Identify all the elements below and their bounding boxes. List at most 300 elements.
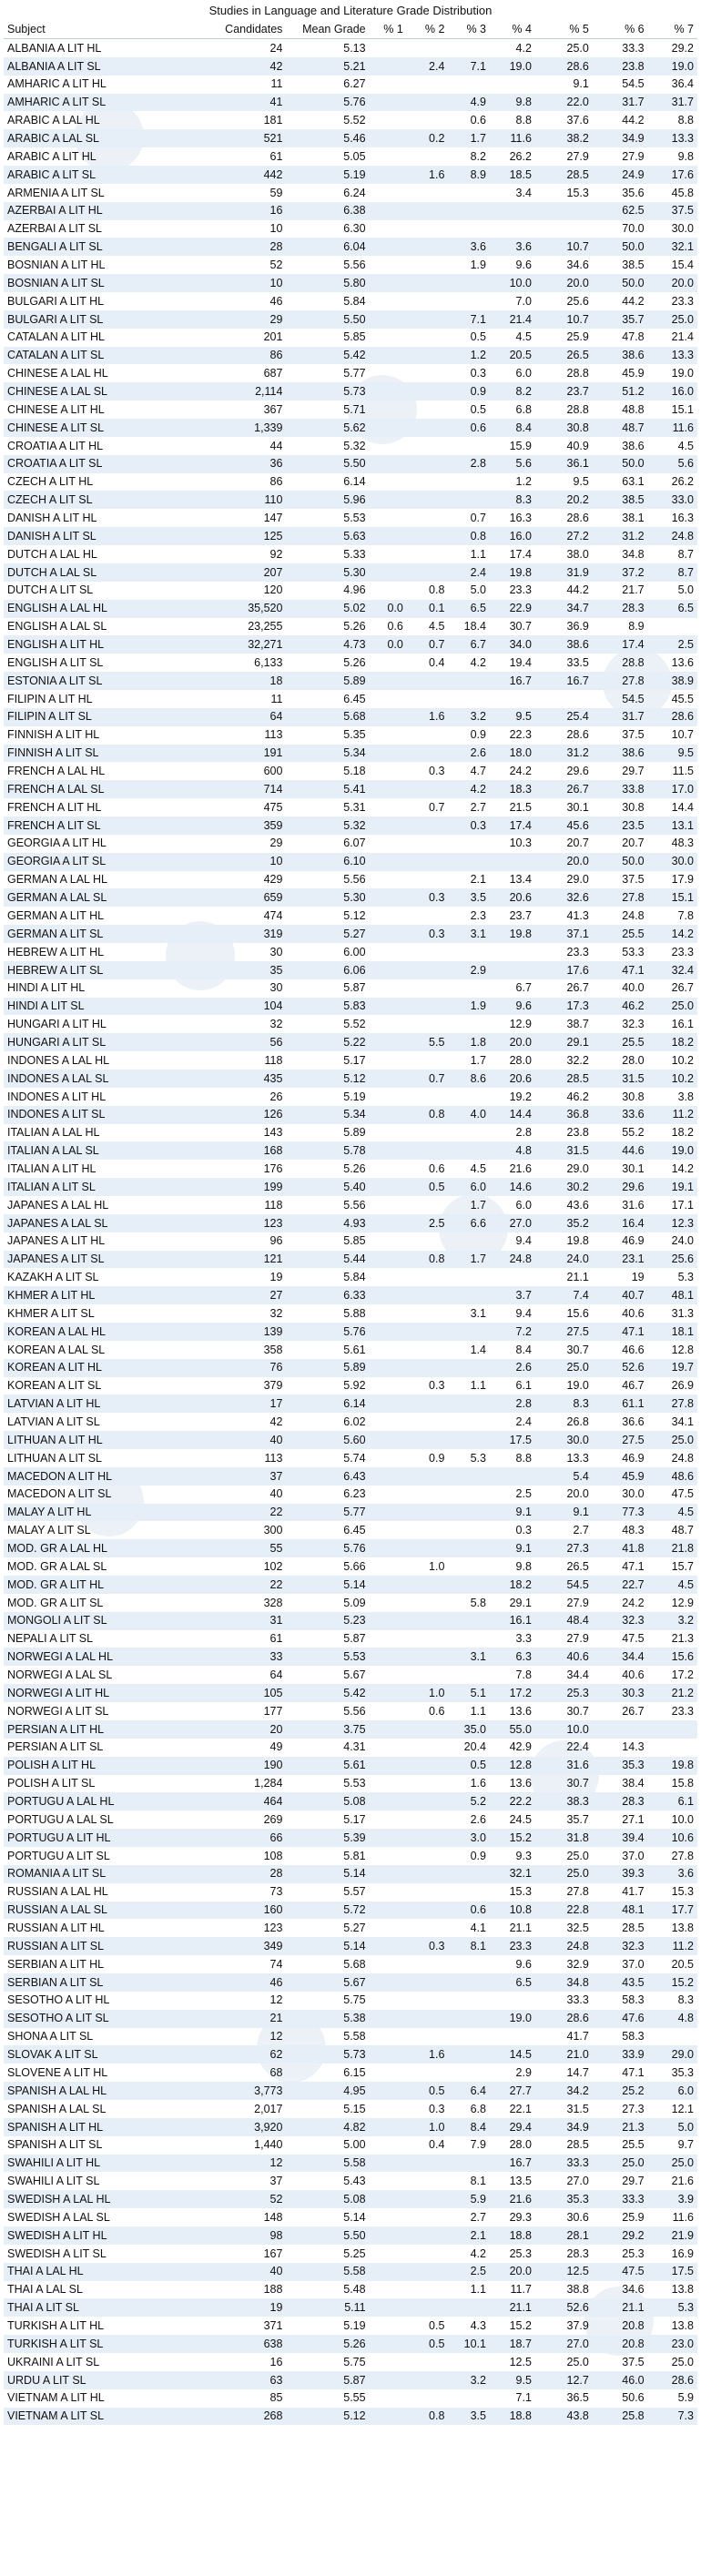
- table-row: [4, 618, 697, 636]
- percent-cell: 22.3: [509, 728, 532, 742]
- mean-grade-cell: 5.26: [343, 620, 366, 634]
- subject-cell: INDONES A LAL SL: [4, 1070, 211, 1088]
- percent-cell: 16.0: [648, 382, 697, 401]
- percent-cell: 15.1: [671, 402, 694, 416]
- table-row: [4, 57, 697, 76]
- percent-cell: [370, 1792, 407, 1810]
- percent-cell: 4.5: [648, 1576, 697, 1594]
- table-row: [4, 635, 697, 654]
- percent-cell: [370, 2408, 407, 2426]
- percent-cell: [448, 202, 490, 220]
- table-row: [4, 39, 697, 57]
- candidates-cell: 714: [211, 780, 286, 798]
- percent-cell: 33.3: [622, 41, 645, 55]
- percent-cell: 28.6: [648, 2371, 697, 2389]
- subject-cell: THAI A LAL SL: [7, 2283, 83, 2297]
- percent-cell: 54.5: [622, 692, 645, 705]
- percent-cell: 31.2: [593, 527, 648, 545]
- percent-cell: [370, 1919, 407, 1937]
- percent-cell: 54.5: [622, 77, 645, 91]
- percent-cell: 25.3: [622, 2246, 645, 2260]
- percent-cell: 23.3: [671, 294, 694, 308]
- percent-cell: 0.5: [470, 330, 486, 344]
- percent-cell: 37.6: [566, 114, 589, 127]
- subject-cell: ALBANIA A LIT HL: [7, 41, 102, 55]
- percent-cell: 28.6: [535, 2010, 593, 2028]
- percent-cell: [370, 39, 407, 57]
- percent-cell: 4.5: [429, 620, 445, 634]
- percent-cell: 26.7: [671, 981, 694, 995]
- candidates-cell: 74: [269, 1957, 283, 1971]
- percent-cell: [370, 220, 407, 238]
- percent-cell: [448, 2028, 490, 2046]
- percent-cell: 0.6: [448, 419, 490, 437]
- table-row: [4, 509, 697, 527]
- percent-cell: 3.8: [677, 1090, 694, 1103]
- percent-cell: 20.6: [490, 1070, 535, 1088]
- table-row: [4, 1594, 697, 1612]
- table-row: [4, 1088, 697, 1106]
- mean-grade-cell: 5.74: [343, 1451, 366, 1465]
- subject-cell: LITHUAN A LIT HL: [4, 1431, 211, 1449]
- table-row: [4, 888, 697, 907]
- percent-cell: 30.2: [535, 1178, 593, 1196]
- percent-cell: [448, 1323, 490, 1341]
- percent-cell: 9.7: [677, 2138, 694, 2152]
- percent-cell: [448, 1539, 490, 1557]
- mean-grade-cell: 6.15: [343, 2065, 366, 2079]
- candidates-cell: 33: [211, 1648, 286, 1666]
- subject-cell: SPANISH A LAL HL: [4, 2082, 211, 2100]
- percent-cell: [407, 1883, 449, 1902]
- percent-cell: 47.6: [593, 2010, 648, 2028]
- percent-cell: 1.6: [407, 708, 449, 726]
- percent-cell: 53.3: [622, 945, 645, 958]
- percent-cell: [448, 2353, 490, 2371]
- candidates-cell: 98: [211, 2226, 286, 2245]
- mean-grade-cell: 5.53: [343, 512, 366, 525]
- subject-cell: PORTUGU A LIT SL: [7, 1849, 110, 1862]
- percent-cell: 3.1: [448, 925, 490, 943]
- mean-grade-cell: 5.58: [286, 2155, 369, 2173]
- percent-cell: 0.2: [407, 129, 449, 147]
- subject-cell: DANISH A LIT HL: [7, 512, 97, 525]
- percent-cell: 32.5: [566, 1922, 589, 1935]
- percent-cell: 27.8: [566, 1885, 589, 1899]
- percent-cell: [448, 979, 490, 998]
- mean-grade-cell: 5.73: [286, 2045, 369, 2064]
- percent-cell: 6.1: [648, 1792, 697, 1810]
- percent-cell: 4.5: [470, 1161, 486, 1175]
- subject-cell: HEBREW A LIT HL: [7, 945, 105, 958]
- percent-cell: 17.5: [490, 1431, 535, 1449]
- candidates-cell: 49: [269, 1740, 283, 1754]
- percent-cell: 0.9: [448, 382, 490, 401]
- mean-grade-cell: 5.26: [286, 2335, 369, 2353]
- subject-cell: SPANISH A LAL SL: [7, 2102, 107, 2115]
- percent-cell: 24.8: [671, 1451, 694, 1465]
- percent-cell: 18.7: [490, 2335, 535, 2353]
- percent-cell: [370, 57, 407, 76]
- candidates-cell: 464: [211, 1792, 286, 1810]
- percent-cell: [407, 979, 449, 998]
- candidates-cell: 22: [211, 1504, 286, 1522]
- percent-cell: 9.5: [573, 475, 589, 489]
- candidates-cell: 68: [269, 2065, 283, 2079]
- mean-grade-cell: 5.76: [286, 1323, 369, 1341]
- subject-cell: SWEDISH A LIT SL: [7, 2246, 107, 2260]
- candidates-cell: 300: [263, 1524, 283, 1537]
- percent-cell: 48.8: [622, 402, 645, 416]
- percent-cell: 38.2: [535, 129, 593, 147]
- percent-cell: 16.7: [535, 672, 593, 690]
- percent-cell: 3.6: [490, 238, 535, 256]
- table-row: [4, 1684, 697, 1702]
- subject-cell: BENGALI A LIT SL: [4, 238, 211, 256]
- subject-cell: HEBREW A LIT SL: [4, 961, 211, 979]
- percent-cell: 3.1: [448, 1648, 490, 1666]
- percent-cell: 0.3: [515, 1524, 532, 1537]
- percent-cell: 10.7: [535, 238, 593, 256]
- percent-cell: [370, 1775, 407, 1793]
- percent-cell: 29.0: [648, 2045, 697, 2064]
- mean-grade-cell: 6.06: [286, 961, 369, 979]
- percent-cell: 7.1: [448, 310, 490, 329]
- percent-cell: 32.1: [648, 238, 697, 256]
- percent-cell: 29.3: [509, 2210, 532, 2224]
- table-row: [4, 256, 697, 274]
- percent-cell: 6.8: [515, 402, 532, 416]
- percent-cell: 6.0: [448, 1178, 490, 1196]
- mean-grade-cell: 5.05: [343, 149, 366, 163]
- percent-cell: [448, 2298, 490, 2317]
- table-row: [4, 2335, 697, 2353]
- percent-cell: 33.9: [593, 2045, 648, 2064]
- percent-cell: 9.6: [515, 1957, 532, 1971]
- percent-cell: [407, 2371, 449, 2389]
- percent-cell: 8.2: [470, 149, 486, 163]
- mean-grade-cell: 5.56: [343, 1198, 366, 1212]
- percent-cell: [370, 2028, 407, 2046]
- percent-cell: 52.6: [593, 1359, 648, 1377]
- percent-cell: 37.5: [622, 728, 645, 742]
- subject-cell: CHINESE A LIT HL: [7, 402, 105, 416]
- percent-cell: [370, 473, 407, 492]
- percent-cell: 16.3: [509, 512, 532, 525]
- percent-cell: 3.1: [470, 1306, 486, 1320]
- percent-cell: 24.2: [509, 765, 532, 778]
- percent-cell: 2.7: [470, 800, 486, 814]
- percent-cell: 1.0: [407, 2118, 449, 2136]
- table-row: [4, 998, 697, 1016]
- percent-cell: [407, 527, 449, 545]
- percent-cell: 31.9: [535, 563, 593, 582]
- percent-cell: 8.6: [448, 1070, 490, 1088]
- percent-cell: 9.8: [677, 149, 694, 163]
- candidates-cell: 21: [211, 2010, 286, 2028]
- percent-cell: 46.6: [622, 1343, 645, 1356]
- percent-cell: [370, 166, 407, 184]
- candidates-cell: 46: [269, 294, 283, 308]
- percent-cell: 38.3: [535, 1792, 593, 1810]
- percent-cell: 0.6: [470, 114, 486, 127]
- table-row: [4, 2353, 697, 2371]
- subject-cell: ROMANIA A LIT SL: [4, 1865, 211, 1883]
- subject-cell: AZERBAI A LIT SL: [7, 222, 102, 236]
- percent-cell: [407, 907, 449, 925]
- percent-cell: 35.7: [593, 310, 648, 329]
- percent-cell: [370, 2118, 407, 2136]
- table-row: [4, 2371, 697, 2389]
- percent-cell: 4.8: [490, 1141, 535, 1160]
- subject-cell: GEORGIA A LIT HL: [7, 837, 107, 850]
- subject-cell: SWAHILI A LIT HL: [4, 2155, 211, 2173]
- percent-cell: 4.2: [470, 2246, 486, 2260]
- percent-cell: [448, 437, 490, 455]
- subject-cell: ARABIC A LIT SL: [4, 166, 211, 184]
- percent-cell: 37.5: [648, 202, 697, 220]
- percent-cell: 21.6: [509, 1161, 532, 1175]
- mean-grade-cell: 5.34: [286, 1106, 369, 1124]
- candidates-cell: 19: [269, 1271, 283, 1284]
- candidates-cell: 435: [211, 1070, 286, 1088]
- percent-cell: 3.5: [448, 888, 490, 907]
- percent-cell: [448, 1557, 490, 1576]
- percent-cell: 2.9: [515, 2065, 532, 2079]
- percent-cell: [407, 690, 449, 708]
- percent-cell: [407, 329, 449, 347]
- table-row: [4, 1051, 697, 1070]
- percent-cell: 55.2: [622, 1126, 645, 1140]
- subject-cell: SESOTHO A LIT HL: [7, 1993, 110, 2007]
- percent-cell: 7.3: [648, 2408, 697, 2426]
- candidates-cell: 108: [263, 1849, 283, 1862]
- subject-cell: JAPANES A LAL SL: [4, 1214, 211, 1232]
- candidates-cell: 181: [263, 114, 283, 127]
- candidates-cell: 41: [211, 94, 286, 112]
- percent-cell: 7.8: [515, 1668, 532, 1682]
- table-row: [4, 780, 697, 798]
- percent-cell: [407, 1304, 449, 1323]
- percent-cell: 1.6: [470, 1777, 486, 1790]
- percent-cell: [448, 1992, 490, 2010]
- percent-cell: [407, 401, 449, 419]
- candidates-cell: 118: [264, 1053, 283, 1067]
- percent-cell: 27.3: [622, 2102, 645, 2115]
- percent-cell: 0.5: [407, 2335, 449, 2353]
- percent-cell: 47.5: [671, 1487, 694, 1501]
- candidates-cell: 40: [211, 1431, 286, 1449]
- candidates-cell: 42: [269, 1415, 283, 1428]
- percent-cell: 17.2: [490, 1684, 535, 1702]
- percent-cell: [407, 2226, 449, 2245]
- candidates-cell: 30: [269, 981, 283, 995]
- percent-cell: 25.6: [648, 1251, 697, 1269]
- percent-cell: [407, 2064, 449, 2082]
- percent-cell: 0.3: [429, 2102, 445, 2115]
- percent-cell: 0.6: [387, 620, 403, 634]
- subject-cell: KOREAN A LIT HL: [4, 1359, 211, 1377]
- percent-cell: [648, 618, 697, 636]
- percent-cell: [370, 961, 407, 979]
- percent-cell: 7.4: [535, 1286, 593, 1304]
- percent-cell: [407, 310, 449, 329]
- percent-cell: 5.6: [648, 455, 697, 473]
- table-row: [4, 1720, 697, 1739]
- percent-cell: 38.6: [622, 439, 645, 452]
- candidates-cell: 139: [211, 1323, 286, 1341]
- percent-cell: 23.3: [671, 945, 694, 958]
- grade-distribution-table: [4, 20, 697, 2425]
- subject-cell: CHINESE A LAL SL: [4, 382, 211, 401]
- candidates-cell: 358: [263, 1343, 283, 1356]
- candidates-cell: 96: [269, 1234, 283, 1248]
- percent-cell: [370, 2226, 407, 2245]
- percent-cell: 8.3: [677, 1993, 694, 2007]
- percent-cell: 51.2: [593, 382, 648, 401]
- candidates-cell: 359: [211, 816, 286, 835]
- percent-cell: [448, 1232, 490, 1251]
- percent-cell: [448, 1268, 490, 1286]
- table-row: [4, 1739, 697, 1757]
- percent-cell: 17.5: [648, 2263, 697, 2281]
- table-row: [4, 111, 697, 129]
- percent-cell: 38.5: [593, 491, 648, 509]
- percent-cell: 8.4: [448, 2118, 490, 2136]
- mean-grade-cell: 5.19: [343, 1090, 366, 1103]
- mean-grade-cell: 4.95: [286, 2082, 369, 2100]
- candidates-cell: 18: [211, 672, 286, 690]
- percent-cell: 15.3: [509, 1885, 532, 1899]
- percent-cell: 8.8: [677, 114, 694, 127]
- percent-cell: 23.3: [671, 1704, 694, 1718]
- percent-cell: 33.3: [535, 2155, 593, 2173]
- percent-cell: 27.7: [490, 2082, 535, 2100]
- percent-cell: 38.1: [622, 512, 645, 525]
- percent-cell: [370, 2100, 407, 2118]
- percent-cell: 17.4: [490, 816, 535, 835]
- table-row: [4, 2190, 697, 2208]
- percent-cell: [407, 2208, 449, 2226]
- mean-grade-cell: 5.80: [286, 274, 369, 292]
- percent-cell: 2.1: [470, 873, 486, 887]
- mean-grade-cell: 5.35: [343, 728, 366, 742]
- table-row: [4, 1955, 697, 1973]
- mean-grade-cell: 5.40: [286, 1178, 369, 1196]
- table-row: [4, 419, 697, 437]
- percent-cell: 20.8: [593, 2335, 648, 2353]
- percent-cell: [370, 1521, 407, 1539]
- percent-cell: 0.5: [470, 402, 486, 416]
- percent-cell: 17.1: [671, 1198, 694, 1212]
- mean-grade-cell: 5.87: [286, 2371, 369, 2389]
- percent-cell: 40.6: [622, 1306, 645, 1320]
- percent-cell: [407, 1394, 449, 1413]
- percent-cell: 0.3: [448, 816, 490, 835]
- percent-cell: [407, 1413, 449, 1431]
- percent-cell: 4.5: [648, 1504, 697, 1522]
- percent-cell: [490, 690, 535, 708]
- percent-cell: [407, 1088, 449, 1106]
- percent-cell: 17.6: [648, 166, 697, 184]
- mean-grade-cell: 5.62: [286, 419, 369, 437]
- table-row: [4, 491, 697, 509]
- percent-cell: 15.3: [566, 186, 589, 199]
- percent-cell: 28.5: [622, 1922, 645, 1935]
- mean-grade-cell: 5.52: [343, 1018, 366, 1031]
- subject-cell: THAI A LIT SL: [4, 2298, 211, 2317]
- mean-grade-cell: 6.38: [286, 202, 369, 220]
- percent-cell: [448, 39, 490, 57]
- percent-cell: 0.8: [448, 527, 490, 545]
- percent-cell: 2.4: [515, 1415, 532, 1428]
- percent-cell: [407, 1666, 449, 1684]
- percent-cell: 27.8: [671, 1849, 694, 1862]
- percent-cell: 26.2: [671, 475, 694, 489]
- percent-cell: [370, 111, 407, 129]
- mean-grade-cell: 5.67: [343, 1668, 366, 1682]
- percent-cell: [370, 563, 407, 582]
- percent-cell: [407, 1992, 449, 2010]
- subject-cell: POLISH A LIT HL: [4, 1757, 211, 1775]
- percent-cell: 8.1: [470, 2175, 486, 2188]
- subject-cell: SWEDISH A LIT HL: [4, 2226, 211, 2245]
- mean-grade-cell: 5.61: [343, 1343, 366, 1356]
- percent-cell: [407, 184, 449, 202]
- percent-cell: 70.0: [622, 222, 645, 236]
- candidates-cell: 16: [269, 2355, 283, 2368]
- mean-grade-cell: 6.07: [343, 837, 366, 850]
- percent-cell: [370, 147, 407, 166]
- percent-cell: 3.9: [648, 2190, 697, 2208]
- percent-cell: [370, 274, 407, 292]
- percent-cell: [370, 1630, 407, 1648]
- percent-cell: 11.2: [648, 1937, 697, 1955]
- percent-cell: 0.6: [429, 1161, 445, 1175]
- candidates-cell: 120: [263, 583, 283, 597]
- subject-cell: SWEDISH A LAL HL: [4, 2190, 211, 2208]
- subject-cell: KHMER A LIT HL: [4, 1286, 211, 1304]
- subject-cell: FRENCH A LAL SL: [4, 780, 211, 798]
- percent-cell: 2.1: [448, 2226, 490, 2245]
- percent-cell: 10.6: [648, 1829, 697, 1847]
- subject-cell: BULGARI A LIT HL: [7, 294, 105, 308]
- percent-cell: [448, 1431, 490, 1449]
- table-row: [4, 1214, 697, 1232]
- table-row: [4, 853, 697, 871]
- percent-cell: [593, 1720, 648, 1739]
- percent-cell: [370, 762, 407, 780]
- candidates-cell: 23,255: [248, 620, 283, 634]
- subject-cell: MALAY A LIT HL: [4, 1504, 211, 1522]
- table-row: [4, 672, 697, 690]
- candidates-cell: 30: [269, 945, 283, 958]
- table-row: [4, 1973, 697, 1992]
- table-row: [4, 1539, 697, 1557]
- percent-cell: 26.7: [622, 1704, 645, 1718]
- percent-cell: 22.7: [593, 1576, 648, 1594]
- percent-cell: [448, 1359, 490, 1377]
- percent-cell: [370, 1486, 407, 1504]
- percent-cell: 5.3: [648, 2298, 697, 2317]
- table-row: [4, 835, 697, 853]
- percent-cell: 17.7: [648, 1902, 697, 1920]
- mean-grade-cell: 5.00: [343, 2138, 366, 2152]
- percent-cell: [648, 2028, 697, 2046]
- percent-cell: 3.2: [648, 1612, 697, 1630]
- percent-cell: 26.9: [671, 1379, 694, 1393]
- column-header: % 1: [383, 23, 403, 35]
